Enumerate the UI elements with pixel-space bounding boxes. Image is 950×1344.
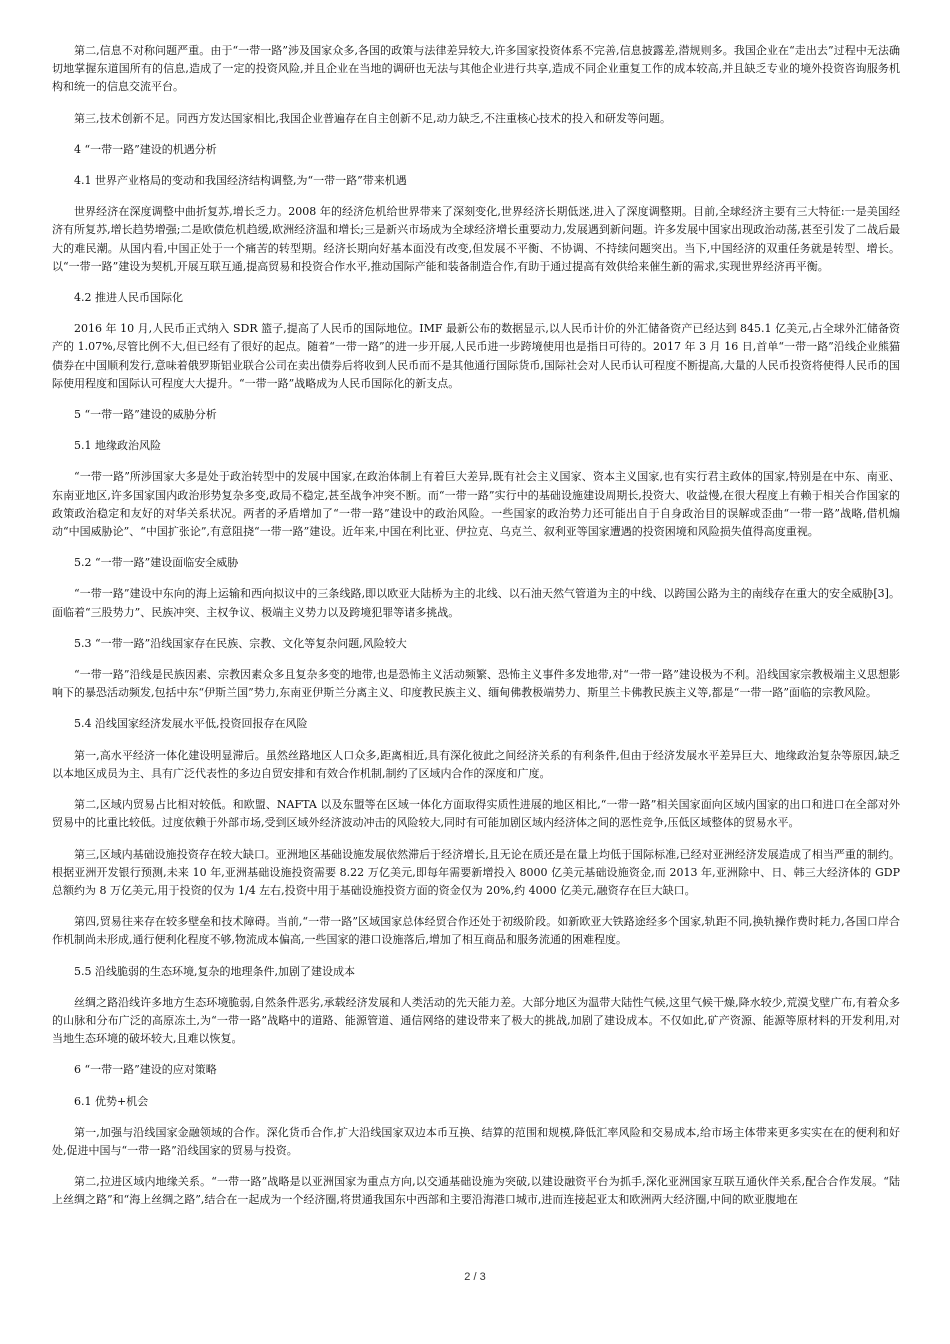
paragraph: 第四,贸易往来存在较多壁垒和技术障碍。当前,“一带一路”区域国家总体经贸合作还处于初级阶段。如新欧亚大铁路途经多个国家,轨距不同,换轨操作费时耗力,各国口岸合作机制尚未形成,通行便利化程度不够,物流成本偏高,一些国家的港口设施落后,增加了相互商品和服务流通的困难程度。 <box>52 915 900 947</box>
paragraph: “一带一路”所涉国家大多是处于政治转型中的发展中国家,在政治体制上有着巨大差异,既有社会主义国家、资本主义国家,也有实行君主政体的国家,特别是在中东、南亚、东南亚地区,许多国家国内政治形势复杂多变,政局不稳定,甚至战争冲突不断。而“一带一路”实行中的基础设施建设周期长,投资大、收益慢,在很大程度上有赖于相关合作国家的政策政治稳定和友好的对华关系状况。两者的矛盾增加了“一带一路”建设中的政治风险。一些国家的政治势力还可能出自于自身政治目的误解或歪曲“一带一路”战略,借机煽动“中国威胁论”、“中国扩张论”,有意阻挠“一带一路”建设。近年来,中国在利比亚、伊拉克、乌克兰、叙利亚等国家遭遇的投资困境和风险损失值得高度重视。 <box>52 470 900 539</box>
paragraph: 丝绸之路沿线许多地方生态环境脆弱,自然条件恶劣,承载经济发展和人类活动的先天能力差。大部分地区为温带大陆性气候,这里气候干燥,降水较少,荒漠戈壁广布,有着众多的山脉和分布广泛的高原冻土,为“一带一路”战略中的道路、能源管道、通信网络的建设带来了极大的挑战,加剧了建设成本。不仅如此,矿产资源、能源等原材料的开发利用,对当地生态环境的破坏较大,且难以恢复。 <box>52 995 900 1046</box>
paragraph: 第二,拉进区域内地缘关系。“一带一路”战略是以亚洲国家为重点方向,以交通基础设施为突破,以建设融资平台为抓手,深化亚洲国家互联互通伙伴关系,配合合作发展。“陆上丝绸之路”和“海上丝绸之路”,结合在一起成为一个经济圈,将贯通我国东中西部和主要沿海港口城市,进而连接起亚太和欧洲两大经济圈,中间的欧亚腹地在 <box>52 1175 900 1207</box>
section-heading: 5.2 “一带一路”建设面临安全威胁 <box>74 556 239 570</box>
paragraph: 第三,技术创新不足。同西方发达国家相比,我国企业普遍存在自主创新不足,动力缺乏,不注重核心技术的投入和研发等问题。 <box>74 111 671 125</box>
paragraph: 第二,信息不对称问题严重。由于“一带一路”涉及国家众多,各国的政策与法律差异较大,许多国家投资体系不完善,信息披露差,潜规则多。我国企业在“走出去”过程中无法确切地掌握东道国所有的信息,造成了一定的投资风险,并且企业在当地的调研也无法与其他企业进行共享,造成不同企业重复工作的成本较高,并且缺乏专业的境外投资咨询服务机构和统一的信息交流平台。 <box>52 44 900 94</box>
section-heading: 6 “一带一路”建设的应对策略 <box>74 1063 217 1077</box>
section-heading: 5.4 沿线国家经济发展水平低,投资回报存在风险 <box>74 717 308 731</box>
paragraph: 世界经济在深度调整中曲折复苏,增长乏力。2008 年的经济危机给世界带来了深刻变化,世界经济长期低迷,进入了深度调整期。目前,全球经济主要有三大特征:一是美国经济有所复苏,增长趋势增强;二是欧债危机趋缓,欧洲经济温和增长;三是新兴市场成为全球经济增长重要动力,发展遇到新问题。许多发展中国家出现政治动荡,甚至引发了二战后最大的难民潮。从国内看,中国正处于一个痛苦的转型期。经济长期向好基本面没有改变,但发展不平衡、不协调、不持续问题突出。当下,中国经济的双重任务就是转型、增长。以“一带一路”建设为契机,开展互联互通,提高贸易和投资合作水平,推动国际产能和装备制造合作,有助于通过提高有效供给来催生新的需求,实现世界经济再平衡。 <box>52 205 900 273</box>
section-heading: 5.3 “一带一路”沿线国家存在民族、宗教、文化等复杂问题,风险较大 <box>74 636 407 650</box>
paragraph: 第一,加强与沿线国家金融领域的合作。深化货币合作,扩大沿线国家双边本币互换、结算的范围和规模,降低汇率风险和交易成本,给市场主体带来更多实实在在的便利和好处,促进中国与“一带一路”沿线国家的贸易与投资。 <box>52 1125 900 1157</box>
section-heading: 4 “一带一路”建设的机遇分析 <box>74 142 217 156</box>
paragraph: 第一,高水平经济一体化建设明显滞后。虽然丝路地区人口众多,距离相近,具有深化彼此之间经济关系的有利条件,但由于经济发展水平差异巨大、地缘政治复杂等原因,缺乏以本地区成员为主、具有广泛代表性的多边自贸安排和有效合作机制,制约了区域内合作的深度和广度。 <box>52 748 900 780</box>
paragraph: “一带一路”沿线是民族因素、宗教因素众多且复杂多变的地带,也是恐怖主义活动频繁、恐怖主义事件多发地带,对“一带一路”建设极为不利。沿线国家宗教极端主义思想影响下的暴恐活动频发,包括中东“伊斯兰国”势力,东南亚伊斯兰分离主义、印度教民族主义、缅甸佛教极端势力、斯里兰卡佛教民族主义等,都是“一带一路”面临的宗教风险。 <box>52 668 900 700</box>
paragraph: “一带一路”建设中东向的海上运输和西向拟议中的三条线路,即以欧亚大陆桥为主的北线、以石油天然气管道为主的中线、以跨国公路为主的南线存在重大的安全威胁[3]。面临着“三股势力”、民族冲突、主权争议、极端主义势力以及跨境犯罪等诸多挑战。 <box>52 587 900 619</box>
page-number: 2 / 3 <box>464 1271 486 1283</box>
document-body <box>52 42 900 1223</box>
section-heading: 6.1 优势+机会 <box>74 1094 149 1108</box>
paragraph: 第三,区域内基础设施投资存在较大缺口。亚洲地区基础设施发展依然滞后于经济增长,且无论在质还是在量上均低于国际标准,已经对亚洲经济发展造成了相当严重的制约。根据亚洲开发银行预测,未来 10 年,亚洲基础设施投资需要 8.22 万亿美元,即每年需要新增投入 8000 亿美元基础设施资金,而 2013 年,亚洲除中、日、韩三大经济体的 GDP 总额约为 8 万亿美元,用于投资的仅为 1/4 左右,投资中用于基础设施投资方面的资金仅为 20%,约 4000 亿美元,融资存在巨大缺口。 <box>52 847 900 897</box>
section-heading: 5.1 地缘政治风险 <box>74 439 161 453</box>
paragraph: 2016 年 10 月,人民币正式纳入 SDR 篮子,提高了人民币的国际地位。IMF 最新公布的数据显示,以人民币计价的外汇储备资产已经达到 845.1 亿美元,占全球外汇储备资产的 1.07%,尽管比例不大,但已经有了很好的起点。随着“一带一路”的进一步开展,人民币进一步跨境使用也是指日可待的。2017 年 3 月 16 日,首单“一带一路”沿线企业熊猫债券在中国顺利发行,意味着俄罗斯铝业联合公司在卖出债券后将收到人民币而不是其他通行国际货币,国际社会对人民币认可程度不断提高,大量的人民币投资将使得人民币的国际使用程度和国际认可程度大大提升。“一带一路”战略成为人民币国际化的新支点。 <box>52 322 900 390</box>
section-heading: 5.5 沿线脆弱的生态环境,复杂的地理条件,加剧了建设成本 <box>74 964 355 978</box>
paragraph: 第二,区域内贸易占比相对较低。和欧盟、NAFTA 以及东盟等在区域一体化方面取得实质性进展的地区相比,“一带一路”相关国家面向区域内国家的出口和进口在全部对外贸易中的比重比较低。过度依赖于外部市场,受到区域外经济波动冲击的风险较大,同时有可能加剧区域内经济体之间的恶性竞争,压低区域整体的贸易水平。 <box>52 798 900 830</box>
section-heading: 5 “一带一路”建设的威胁分析 <box>74 408 217 422</box>
section-heading: 4.2 推进人民币国际化 <box>74 291 183 305</box>
section-heading: 4.1 世界产业格局的变动和我国经济结构调整,为“一带一路”带来机遇 <box>74 174 407 188</box>
